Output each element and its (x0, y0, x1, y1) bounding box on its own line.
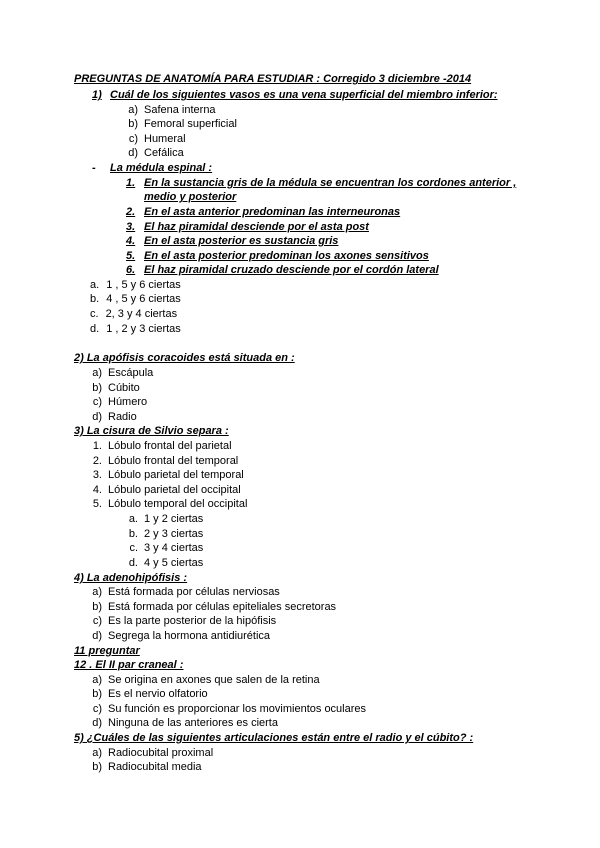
note: 11 preguntar (74, 645, 140, 657)
q2-option-b (90, 381, 140, 395)
document-title: PREGUNTAS DE ANATOMÍA PARA ESTUDIAR : Corregido 3 diciembre -2014 (74, 73, 472, 85)
option-marker: b. (90, 293, 100, 305)
option-text: Radiocubital proximal (108, 747, 214, 759)
medula-statement-1: En la sustancia gris de la médula se encuentran los cordones anterior , (144, 177, 517, 189)
medula-statement-5: En el asta posterior predominan los axones sensitivos (144, 250, 429, 262)
option-marker: d) (92, 411, 102, 423)
medula-statement-6-marker: 6. (126, 264, 136, 276)
question-12: 12 . El II par craneal : (74, 659, 184, 671)
statement-marker: 2. (92, 455, 102, 467)
option-marker: a) (92, 674, 102, 686)
q1-option-a (124, 103, 216, 117)
statement-text: Lóbulo temporal del occipital (108, 498, 248, 510)
option-marker: d. (128, 557, 138, 569)
option-marker: b) (92, 688, 102, 700)
option-text: 1 y 2 ciertas (144, 513, 204, 525)
medula-statement-2: En el asta anterior predominan las interneuronas (144, 206, 401, 218)
q3-option-c (124, 541, 203, 555)
question-5: 5) ¿Cuáles de las siguientes articulaciones están entre el radio y el cúbito? : (74, 732, 474, 744)
q3-option-a (124, 512, 203, 526)
option-marker: c) (128, 133, 138, 145)
option-text: Cúbito (108, 382, 140, 394)
medula-option-a (90, 278, 181, 292)
statement-marker: 1. (92, 440, 102, 452)
statement-text: Lóbulo parietal del temporal (108, 469, 244, 481)
option-text: Se origina en axones que salen de la retina (108, 674, 320, 686)
q4-option-d (90, 629, 270, 643)
statement-text: Lóbulo frontal del parietal (108, 440, 232, 452)
q3-option-d (124, 556, 203, 570)
q12-option-b (90, 687, 208, 701)
q3-statement-1 (90, 439, 232, 453)
question-4: 4) La adenohipófisis : (74, 572, 188, 584)
medula-statement-2-marker: 2. (126, 206, 136, 218)
option-marker: c. (90, 308, 99, 320)
option-marker: a) (92, 367, 102, 379)
option-text: 2, 3 y 4 ciertas (105, 308, 178, 320)
option-text: Está formada por células epiteliales secretoras (108, 601, 337, 613)
statement-text: Lóbulo parietal del occipital (108, 484, 241, 496)
q2-option-c (90, 395, 147, 409)
option-marker: a) (128, 104, 138, 116)
option-text: Radiocubital media (108, 761, 202, 773)
option-marker: d) (92, 717, 102, 729)
option-text: Cefálica (144, 147, 184, 159)
q5-option-b (90, 760, 202, 774)
option-marker: d) (128, 147, 138, 159)
option-marker: d. (90, 323, 100, 335)
question-2: 2) La apófisis coracoides está situada en : (74, 352, 295, 364)
medula-statement-3-marker: 3. (126, 221, 136, 233)
q4-option-c (90, 614, 276, 628)
option-marker: a) (92, 586, 102, 598)
option-marker: d) (92, 630, 102, 642)
statement-text: Lóbulo frontal del temporal (108, 455, 239, 467)
option-text: Femoral superficial (144, 118, 237, 130)
q3-statement-5 (90, 497, 247, 511)
option-text: 4 , 5 y 6 ciertas (106, 293, 181, 305)
q1-option-b (124, 117, 237, 131)
option-text: Humeral (144, 133, 186, 145)
option-marker: c) (92, 703, 102, 715)
option-text: Es el nervio olfatorio (108, 688, 208, 700)
option-text: 2 y 3 ciertas (144, 528, 204, 540)
q4-option-a (90, 585, 280, 599)
medula-option-b (90, 292, 181, 306)
q5-option-a (90, 746, 213, 760)
q3-option-b (124, 527, 203, 541)
medula-statement-3: El haz piramidal desciende por el asta post (144, 221, 369, 233)
medula-question: La médula espinal : (110, 162, 213, 174)
q3-statement-3 (90, 468, 244, 482)
medula-option-c (90, 307, 177, 321)
medula-statement-1-continuation: medio y posterior (144, 191, 237, 203)
option-text: Escápula (108, 367, 154, 379)
question-3: 3) La cisura de Silvio separa : (74, 425, 229, 437)
q1-option-c (124, 132, 186, 146)
medula-option-d (90, 322, 181, 336)
option-marker: a. (128, 513, 138, 525)
option-text: Es la parte posterior de la hipófisis (108, 615, 277, 627)
question-1-text: Cuál de los siguientes vasos es una vena superficial del miembro inferior: (110, 89, 498, 101)
option-marker: b) (92, 382, 102, 394)
option-text: Ninguna de las anteriores es cierta (108, 717, 278, 729)
option-marker: c) (92, 396, 102, 408)
option-text: Radio (108, 411, 137, 423)
medula-statement-6: El haz piramidal cruzado desciende por el cordón lateral (144, 264, 439, 276)
q3-statement-2 (90, 454, 238, 468)
q1-option-d (124, 146, 184, 160)
option-marker: b) (92, 601, 102, 613)
medula-statement-4-marker: 4. (126, 235, 136, 247)
q12-option-d (90, 716, 278, 730)
question-1-number: 1) (92, 89, 102, 101)
option-marker: c. (129, 542, 138, 554)
option-text: 1 , 5 y 6 ciertas (106, 279, 181, 291)
option-text: Safena interna (144, 104, 216, 116)
option-marker: b) (92, 761, 102, 773)
q3-statement-4 (90, 483, 241, 497)
option-text: Segrega la hormona antidiurética (108, 630, 271, 642)
option-text: 1 , 2 y 3 ciertas (106, 323, 181, 335)
option-text: 3 y 4 ciertas (144, 542, 204, 554)
q12-option-a (90, 673, 320, 687)
q2-option-a (90, 366, 153, 380)
medula-statement-5-marker: 5. (126, 250, 136, 262)
medula-statement-4: En el asta posterior es sustancia gris (144, 235, 339, 247)
medula-bullet: - (92, 162, 96, 174)
option-text: 4 y 5 ciertas (144, 557, 204, 569)
option-text: Húmero (108, 396, 148, 408)
q4-option-b (90, 600, 336, 614)
option-marker: a. (90, 279, 100, 291)
option-text: Su función es proporcionar los movimientos oculares (108, 703, 367, 715)
option-marker: a) (92, 747, 102, 759)
option-marker: c) (92, 615, 102, 627)
option-text: Está formada por células nerviosas (108, 586, 280, 598)
statement-marker: 4. (92, 484, 102, 496)
medula-statement-1-marker: 1. (126, 177, 136, 189)
option-marker: b) (128, 118, 138, 130)
q2-option-d (90, 410, 137, 424)
option-marker: b. (128, 528, 138, 540)
statement-marker: 3. (92, 469, 102, 481)
statement-marker: 5. (92, 498, 102, 510)
q12-option-c (90, 702, 366, 716)
